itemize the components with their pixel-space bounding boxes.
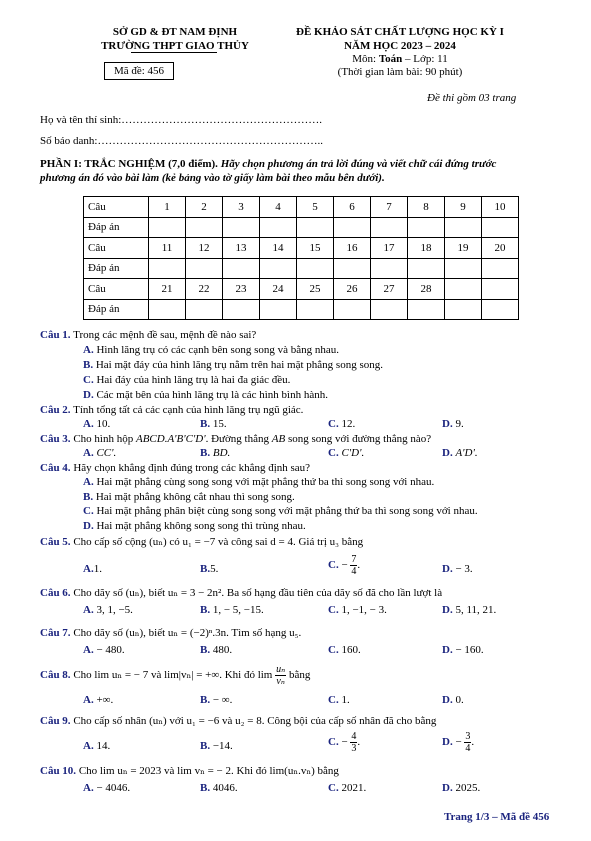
- table-row: Đáp án: [84, 299, 519, 320]
- department-name: SỞ GD & ĐT NAM ĐỊNH: [112, 26, 238, 38]
- table-row: Câu 1 2 3 4 5 6 7 8 9 10: [84, 197, 519, 218]
- q7-option-b[interactable]: B. 480.: [200, 644, 233, 656]
- q8-option-b[interactable]: B. − ∞.: [200, 694, 233, 706]
- q8-option-d[interactable]: D. 0.: [442, 694, 464, 706]
- table-row: Câu 11 12 13 14 15 16 17 18 19 20: [84, 238, 519, 259]
- answer-table: [83, 196, 519, 320]
- question-8: Câu 8. Cho lim uₙ = − 7 và lim|vₙ| = +∞. Khi đó lim $\frac{\text{uₙ}}{\text{vₙ}}$ bằng: [40, 664, 311, 687]
- q8-option-a[interactable]: A. +∞.: [83, 694, 114, 706]
- q3-option-b[interactable]: B. BD.: [200, 447, 231, 459]
- q9-option-a[interactable]: A. 14.: [83, 740, 111, 752]
- question-7: Câu 7. Cho dãy số (uₙ), biết uₙ = (−2)ⁿ.3n. Tìm số hạng u₅.: [40, 627, 302, 639]
- question-10: Câu 10. Cho lim uₙ = 2023 và lim vₙ = − 2. Khi đó lim(uₙ.vₙ) bằng: [40, 765, 339, 777]
- q4-option-d[interactable]: D. Hai mặt phẳng không song song thì trùng nhau.: [83, 520, 306, 532]
- fraction: $\frac{\text{uₙ}}{\text{vₙ}}$: [276, 664, 286, 687]
- q5-option-b[interactable]: B.5.: [200, 563, 219, 575]
- q10-option-b[interactable]: B. 4046.: [200, 782, 238, 794]
- school-year: NĂM HỌC 2023 – 2024: [344, 40, 456, 52]
- q6-option-d[interactable]: D. 5, 11, 21.: [442, 604, 497, 616]
- time-limit: (Thời gian làm bài: 90 phút): [337, 66, 463, 78]
- q1-option-d[interactable]: D. Các mặt bên của hình lăng trụ là các hình bình hành.: [83, 389, 328, 401]
- header-divider: [131, 52, 217, 53]
- part1-instruction: phương án đó vào bài làm (kẻ bảng vào tờ giấy làm bài theo mẫu bên dưới).: [40, 172, 385, 184]
- q4-option-b[interactable]: B. Hai mặt phẳng không cắt nhau thì song song.: [83, 491, 295, 503]
- q6-option-b[interactable]: B. 1, − 5, −15.: [200, 604, 264, 616]
- question-2: Câu 2. Tính tổng tất cả các cạnh của hình lăng trụ ngũ giác.: [40, 404, 304, 416]
- exam-code-box: Mã đề: 456: [104, 62, 174, 80]
- q2-option-c[interactable]: C. 12.: [328, 418, 356, 430]
- q10-option-c[interactable]: C. 2021.: [328, 782, 367, 794]
- q9-option-c[interactable]: C. − $\frac{4}{3}$ .: [328, 731, 361, 754]
- table-row: Đáp án: [84, 258, 519, 279]
- q7-option-a[interactable]: A. − 480.: [83, 644, 125, 656]
- question-4: Câu 4. Hãy chọn khẳng định đúng trong các khẳng định sau?: [40, 462, 311, 474]
- student-name-line: Họ và tên thí sinh:……………………………………………….: [40, 114, 323, 126]
- q2-option-a[interactable]: A. 10.: [83, 418, 111, 430]
- question-9: Câu 9. Cho cấp số nhân (uₙ) với u₁ = −6 và u₂ = 8. Công bội của cấp số nhân đã cho bằng: [40, 715, 437, 727]
- fraction: $\frac{7}{4}$: [351, 554, 357, 577]
- school-name: TRƯỜNG THPT GIAO THỦY: [101, 40, 249, 52]
- page-footer: Trang 1/3 – Mã đề 456: [444, 811, 550, 823]
- q3-option-a[interactable]: A. CC'.: [83, 447, 117, 459]
- q1-option-b[interactable]: B. Hai mặt đáy của hình lăng trụ nằm trên hai mặt phẳng song song.: [83, 359, 383, 371]
- q3-option-d[interactable]: D. A'D'.: [442, 447, 478, 459]
- q3-option-c[interactable]: C. C'D'.: [328, 447, 365, 459]
- pages-note: Đề thi gồm 03 trang: [427, 92, 517, 104]
- q2-option-b[interactable]: B. 15.: [200, 418, 227, 430]
- q10-option-a[interactable]: A. − 4046.: [83, 782, 131, 794]
- question-1: Câu 1. Trong các mệnh đề sau, mệnh đề nào sai?: [40, 329, 257, 341]
- q10-option-d[interactable]: D. 2025.: [442, 782, 481, 794]
- fraction: $\frac{3}{4}$: [465, 731, 471, 754]
- q4-option-c[interactable]: C. Hai mặt phẳng phân biệt cùng song song với mặt phẳng thứ ba thì song song với nhau.: [83, 505, 478, 517]
- q1-option-c[interactable]: C. Hai đáy của hình lăng trụ là hai đa giác đều.: [83, 374, 291, 386]
- q9-option-b[interactable]: B. −14.: [200, 740, 233, 752]
- q5-option-a[interactable]: A.1.: [83, 563, 102, 575]
- q1-option-a[interactable]: A. Hình lăng trụ có các cạnh bên song song và bằng nhau.: [83, 344, 339, 356]
- subject-line: Môn: Toán – Lớp: 11: [352, 53, 448, 65]
- q9-option-d[interactable]: D. − $\frac{3}{4}$ .: [442, 731, 475, 754]
- q8-option-c[interactable]: C. 1.: [328, 694, 350, 706]
- table-row: Câu 21 22 23 24 25 26 27 28: [84, 279, 519, 300]
- q6-option-c[interactable]: C. 1, −1, − 3.: [328, 604, 387, 616]
- exam-title: ĐỀ KHẢO SÁT CHẤT LƯỢNG HỌC KỲ I: [296, 26, 504, 38]
- part1-heading: PHẦN I: TRẮC NGHIỆM (7,0 điểm). Hãy chọn phương án trả lời đúng và viết chữ cái đứng trước: [40, 158, 497, 170]
- student-id-line: Số báo danh:……………………………………………………..: [40, 135, 323, 147]
- question-3: Câu 3. Cho hình hộp ABCD.A'B'C'D'. Đường thẳng AB song song với đường thẳng nào?: [40, 433, 432, 445]
- q2-option-d[interactable]: D. 9.: [442, 418, 464, 430]
- q7-option-c[interactable]: C. 160.: [328, 644, 361, 656]
- q7-option-d[interactable]: D. − 160.: [442, 644, 484, 656]
- q6-option-a[interactable]: A. 3, 1, −5.: [83, 604, 133, 616]
- q4-option-a[interactable]: A. Hai mặt phẳng cùng song song với mặt phẳng thứ ba thì song song với nhau.: [83, 476, 435, 488]
- table-row: Đáp án: [84, 217, 519, 238]
- q5-option-d[interactable]: D. − 3.: [442, 563, 473, 575]
- question-6: Câu 6. Cho dãy số (uₙ), biết uₙ = 3 − 2n². Ba số hạng đầu tiên của dãy số đã cho lần lượt là: [40, 587, 443, 599]
- question-5: Câu 5. Cho cấp số cộng (uₙ) có u₁ = −7 và công sai d = 4. Giá trị u₃ bằng: [40, 536, 364, 548]
- q5-option-c[interactable]: C. − $\frac{7}{4}$ .: [328, 554, 361, 577]
- fraction: $\frac{4}{3}$: [351, 731, 357, 754]
